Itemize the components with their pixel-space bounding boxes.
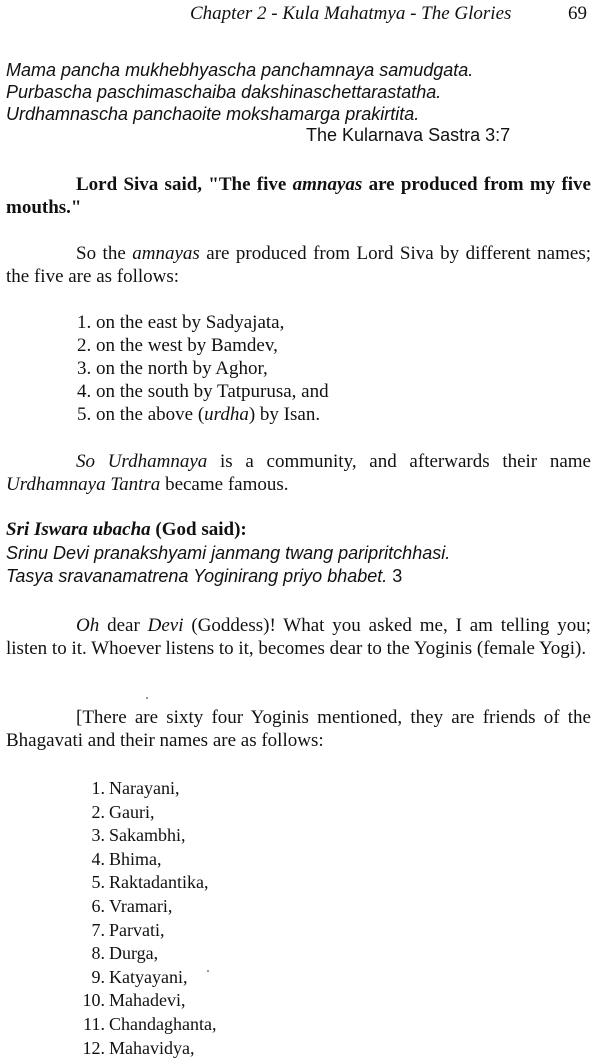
yogini-list-item xyxy=(77,1037,216,1061)
yogini-list-item xyxy=(77,966,216,990)
verse2-line-2-text: Tasya sravanamatrena Yoginirang priyo bhabet. xyxy=(6,566,388,586)
yogini-list-item xyxy=(77,919,216,943)
yogini-list-item xyxy=(77,1013,216,1037)
yogini-number: 1. xyxy=(91,778,105,798)
para1-text: Lord Siva said, "The five xyxy=(76,174,293,195)
yogini-number: 11. xyxy=(83,1013,105,1034)
yogini-name: Sakambhi, xyxy=(109,825,186,846)
para3-emph-1: So Urdhamnaya xyxy=(76,451,208,472)
yogini-list xyxy=(77,777,216,1060)
yogini-number: 7. xyxy=(91,919,105,940)
yogini-name: Vramari, xyxy=(109,895,173,916)
para2-part-2: are produced from Lord Siva by different names; the five are as follows: xyxy=(6,243,591,287)
list-item: 3. on the north by Aghor, xyxy=(77,358,268,379)
yogini-number: 12. xyxy=(82,1037,105,1058)
print-speck xyxy=(146,697,148,699)
yogini-number: 4. xyxy=(91,848,105,869)
list-item: 1. on the east by Sadyajata, xyxy=(77,312,285,333)
list-item-part-1: 5. on the above ( xyxy=(77,404,205,425)
yogini-number: 6. xyxy=(91,895,105,916)
yogini-number: 9. xyxy=(91,966,105,987)
yogini-name: Mahadevi, xyxy=(109,990,186,1011)
yogini-list-item xyxy=(77,801,216,825)
list-item: 2. on the west by Bamdev, xyxy=(77,335,278,356)
para4-emph-1: Oh xyxy=(76,615,100,636)
list-item xyxy=(77,403,329,426)
yogini-name: Gauri, xyxy=(109,801,155,822)
verse2-number: 3 xyxy=(387,566,403,586)
paragraph-siva-said xyxy=(6,173,591,219)
para1-emph: amnayas xyxy=(292,174,363,195)
amnaya-list xyxy=(77,311,329,426)
yogini-number: 8. xyxy=(91,943,105,964)
running-head xyxy=(190,3,590,25)
para2-emph: amnayas xyxy=(132,243,200,264)
para4-part-2: (Goddess)! What you asked me, I am telling you; listen to it. Whoever listens to it, becomes dear to the Yoginis (female Yogi). xyxy=(6,615,591,659)
yogini-list-item xyxy=(77,824,216,848)
para3-emph-2: Urdhamnaya Tantra xyxy=(6,474,161,495)
para4-part-1: dear xyxy=(99,615,148,636)
yogini-number: 2. xyxy=(91,801,105,822)
yogini-name: Mahavidya, xyxy=(109,1037,195,1058)
yogini-number: 3. xyxy=(91,825,105,846)
yogini-list-item xyxy=(77,942,216,966)
paragraph-sixty-four-yoginis: [There are sixty four Yoginis mentioned, they are friends of the Bhagavati and their names are as follows: xyxy=(6,707,591,751)
paragraph-oh-dear-devi xyxy=(6,614,591,660)
yogini-name: Bhima, xyxy=(109,848,162,869)
heading-emph: Sri Iswara ubacha xyxy=(6,519,151,540)
yogini-name: Durga, xyxy=(109,943,159,964)
running-title: Chapter 2 - Kula Mahatmya - The Glories xyxy=(190,3,512,24)
para4-emph-2: Devi xyxy=(147,615,184,636)
list-item-emph: urdha xyxy=(204,404,249,425)
para1-rest: are produced from my five mouths." xyxy=(6,174,591,218)
list-item: 4. on the south by Tatpurusa, and xyxy=(77,381,329,402)
verse1-line-1: Mama pancha mukhebhyascha panchamnaya samudgata. xyxy=(6,60,474,80)
yogini-name: Narayani, xyxy=(109,778,180,798)
section-heading xyxy=(6,519,247,541)
yogini-name: Chandaghanta, xyxy=(109,1013,217,1034)
yogini-name: Raktadantika, xyxy=(109,872,209,893)
verse2-line-2 xyxy=(6,565,402,587)
yogini-name: Katyayani, xyxy=(109,966,188,987)
paragraph-amnayas xyxy=(6,242,591,288)
yogini-list-item xyxy=(77,848,216,872)
verse1-line-3: Urdhamnascha panchaoite mokshamarga prakirtita. xyxy=(6,104,420,124)
list-item-part-2: ) by Isan. xyxy=(248,404,321,425)
yogini-list-item xyxy=(77,989,216,1013)
yogini-list-item xyxy=(77,871,216,895)
verse1-line-2: Purbascha paschimaschaiba dakshinaschettarastatha. xyxy=(6,82,442,102)
yogini-name: Parvati, xyxy=(109,919,165,940)
yogini-number: 5. xyxy=(91,872,105,893)
heading-rest: (God said): xyxy=(150,519,247,540)
paragraph-urdhamnaya xyxy=(6,450,591,496)
print-speck xyxy=(207,970,209,972)
para3-part-2: became famous. xyxy=(160,474,289,495)
yogini-list-item xyxy=(77,895,216,919)
verse1-citation: The Kularnava Sastra 3:7 xyxy=(306,125,511,145)
yogini-number: 10. xyxy=(82,990,105,1011)
yogini-list-item xyxy=(77,777,216,801)
verse2-line-1: Srinu Devi pranakshyami janmang twang paripritchhasi. xyxy=(6,543,451,563)
para2-part-1: So the xyxy=(76,243,133,264)
page-number: 69 xyxy=(568,3,587,24)
para3-part-1: is a community, and afterwards their name xyxy=(207,451,591,472)
